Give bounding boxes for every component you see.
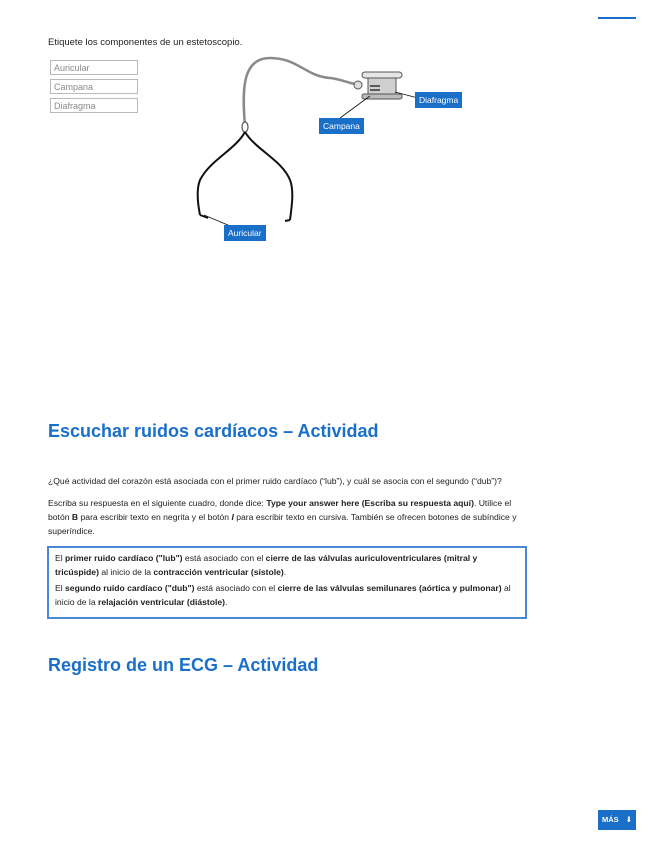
label-slot-campana[interactable]: Campana xyxy=(50,79,138,94)
stethoscope-diagram xyxy=(190,50,420,240)
bell-rim xyxy=(362,94,402,99)
leader-campana xyxy=(340,96,370,118)
earpiece-right xyxy=(285,220,290,221)
label-slot-auricular[interactable]: Auricular xyxy=(50,60,138,75)
chest-piece-stem xyxy=(354,81,362,89)
tag-auricular[interactable]: Auricular xyxy=(224,225,266,241)
binaural-right xyxy=(245,132,292,220)
label-slot-diafragma[interactable]: Diafragma xyxy=(50,98,138,113)
arrow-down-icon: ⬇ xyxy=(625,815,633,824)
more-button[interactable] xyxy=(598,810,636,830)
tag-campana[interactable]: Campana xyxy=(319,118,364,134)
diaphragm-top xyxy=(362,72,402,78)
question-text: ¿Qué actividad del corazón está asociada con el primer ruido cardíaco (“lub”), y cuál se asocia con el segundo (“dub”)? xyxy=(48,476,502,486)
more-button-label: MÁS xyxy=(601,815,619,824)
tag-diafragma[interactable]: Diafragma xyxy=(415,92,462,108)
tubing xyxy=(244,58,355,126)
y-junction xyxy=(242,122,248,132)
top-accent-bar xyxy=(598,17,636,19)
answer-box[interactable] xyxy=(47,546,527,619)
answer-paragraph-1: El primer ruido cardíaco ("lub") está asociado con el cierre de las válvulas auriculoventriculares (mitral y tricúspide) al inicio de la contracción ventricular (sístole). xyxy=(55,553,478,577)
binaural-left xyxy=(198,132,245,215)
answer-paragraph-2: El segundo ruido cardíaco ("dub") está asociado con el cierre de las válvulas semilunares (aórtica y pulmonar) al inicio de la relajación ventricular (diástole). xyxy=(55,583,511,607)
answer-instructions: Escriba su respuesta en el siguiente cuadro, donde dice: Type your answer here (Escriba su respuesta aquí). Utilice el botón B para escribir texto en negrita y el botón I para escribir texto en cursiva. También se ofrecen botones de subíndice y superíndice. xyxy=(48,498,517,536)
section-title-heart-sounds: Escuchar ruidos cardíacos – Actividad xyxy=(48,421,379,441)
labeling-instructions: Etiquete los componentes de un estetoscopio. xyxy=(48,37,243,48)
section-title-ecg: Registro de un ECG – Actividad xyxy=(48,655,319,675)
